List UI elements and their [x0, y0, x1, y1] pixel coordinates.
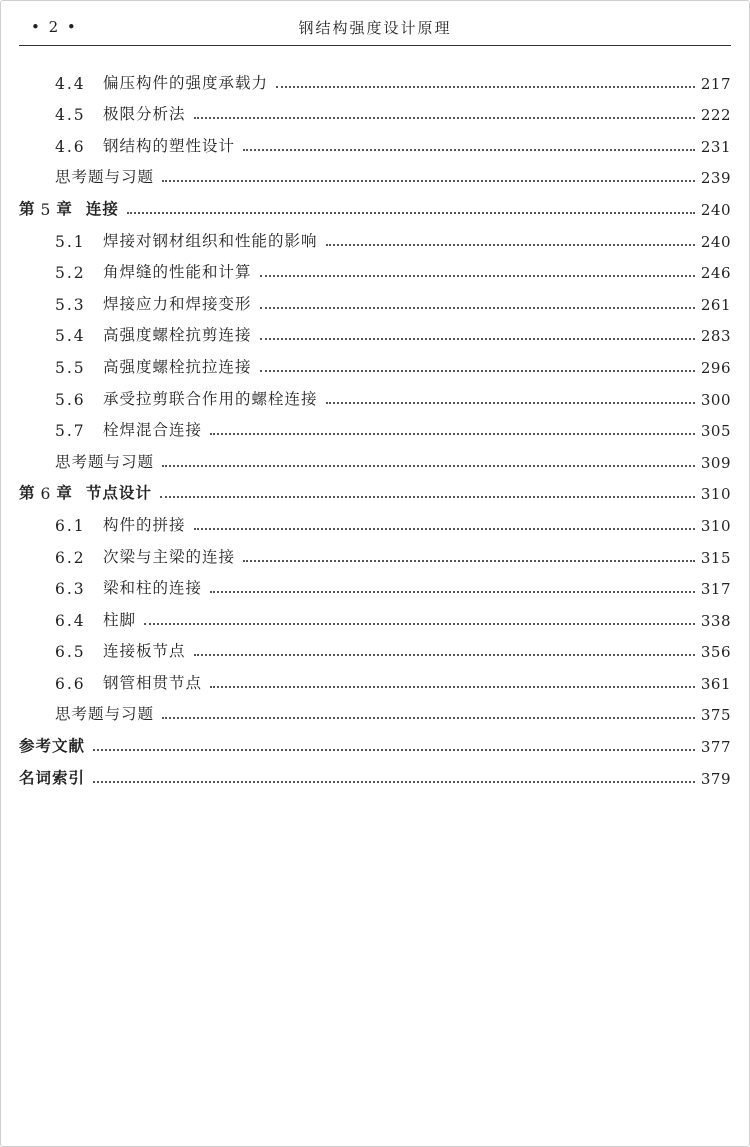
dot-leader — [210, 433, 695, 435]
toc-section-entry[interactable] — [19, 345, 731, 377]
toc-chapter-entry[interactable] — [19, 756, 731, 788]
page-ref: 246 — [700, 264, 731, 283]
section-title: 连接板节点 — [103, 642, 186, 661]
page-ref: 300 — [700, 390, 731, 409]
chapter-prefix: 第 — [19, 483, 35, 503]
dot-leader — [326, 244, 695, 246]
section-number: 6.6 — [55, 674, 86, 693]
section-number: 6.1 — [55, 516, 86, 535]
page-ref: 377 — [700, 738, 731, 757]
dot-leader — [162, 465, 695, 467]
section-number: 5.1 — [55, 232, 86, 251]
toc-section-entry[interactable] — [19, 598, 731, 630]
section-title: 栓焊混合连接 — [103, 421, 203, 440]
chapter-number: 5 — [40, 200, 51, 219]
toc-section-entry[interactable] — [19, 535, 731, 567]
chapter-title: 节点设计 — [85, 483, 152, 503]
page-ref: 305 — [700, 422, 731, 441]
dot-leader — [127, 212, 695, 214]
toc-section-entry[interactable] — [19, 409, 731, 441]
toc-section-entry[interactable] — [19, 93, 731, 125]
page-ref: 361 — [700, 674, 731, 693]
page-ref: 283 — [700, 327, 731, 346]
chapter-number: 6 — [40, 485, 51, 504]
page-ref: 296 — [700, 358, 731, 377]
dot-leader — [194, 654, 695, 656]
page-ref: 310 — [700, 516, 731, 535]
section-number: 5.6 — [55, 390, 86, 409]
page-header — [19, 11, 731, 46]
dot-leader — [210, 591, 695, 593]
chapter-title: 参考文献 — [19, 736, 86, 756]
page-ref: 375 — [700, 706, 731, 725]
page-ref: 217 — [700, 74, 731, 93]
section-title: 承受拉剪联合作用的螺栓连接 — [103, 389, 318, 408]
dot-leader — [210, 686, 695, 688]
chapter-suffix: 章 — [56, 483, 72, 503]
toc-section-entry[interactable] — [19, 661, 731, 693]
section-number: 5.5 — [55, 358, 86, 377]
page-number: • 2 • — [31, 18, 78, 36]
dot-leader — [162, 717, 695, 719]
toc-section-entry[interactable] — [19, 219, 731, 251]
section-title: 思考题与习题 — [55, 168, 155, 187]
page-ref: 239 — [700, 169, 731, 188]
toc-section-entry[interactable] — [19, 630, 731, 662]
chapter-title: 连接 — [85, 198, 119, 218]
dot-leader — [144, 623, 695, 625]
page-ref: 240 — [700, 232, 731, 251]
section-number: 4.6 — [55, 137, 86, 156]
table-of-contents — [19, 61, 731, 788]
toc-section-entry[interactable] — [19, 567, 731, 599]
chapter-prefix: 第 — [19, 198, 35, 218]
toc-section-entry[interactable] — [19, 503, 731, 535]
page-ref: 240 — [700, 200, 731, 219]
section-title: 钢结构的塑性设计 — [103, 136, 236, 155]
toc-section-entry[interactable] — [19, 156, 731, 188]
section-title: 高强度螺栓抗拉连接 — [103, 357, 252, 376]
toc-chapter-entry[interactable] — [19, 187, 731, 219]
running-title: 钢结构强度设计原理 — [298, 19, 452, 37]
page-ref: 309 — [700, 453, 731, 472]
page-ref: 261 — [700, 295, 731, 314]
section-number: 6.5 — [55, 643, 86, 662]
section-number: 6.2 — [55, 548, 86, 567]
dot-leader — [93, 749, 695, 751]
section-number: 5.2 — [55, 264, 86, 283]
toc-chapter-entry[interactable] — [19, 472, 731, 504]
toc-section-entry[interactable] — [19, 61, 731, 93]
dot-leader — [276, 86, 695, 88]
section-number: 4.4 — [55, 74, 86, 93]
section-title: 思考题与习题 — [55, 452, 155, 471]
toc-section-entry[interactable] — [19, 282, 731, 314]
section-title: 思考题与习题 — [55, 705, 155, 724]
dot-leader — [243, 149, 695, 151]
section-title: 极限分析法 — [103, 105, 186, 124]
section-number: 6.4 — [55, 611, 86, 630]
section-title: 构件的拼接 — [103, 515, 186, 534]
page-ref: 315 — [700, 548, 731, 567]
dot-leader — [260, 275, 695, 277]
dot-leader — [194, 117, 695, 119]
section-title: 角焊缝的性能和计算 — [103, 263, 252, 282]
dot-leader — [162, 180, 695, 182]
dot-leader — [260, 370, 695, 372]
dot-leader — [326, 402, 695, 404]
section-title: 柱脚 — [103, 610, 137, 629]
toc-chapter-entry[interactable] — [19, 724, 731, 756]
toc-section-entry[interactable] — [19, 377, 731, 409]
section-number: 6.3 — [55, 580, 86, 599]
page-ref: 317 — [700, 580, 731, 599]
toc-section-entry[interactable] — [19, 124, 731, 156]
page-ref: 222 — [700, 106, 731, 125]
section-title: 高强度螺栓抗剪连接 — [103, 326, 252, 345]
section-title: 偏压构件的强度承载力 — [103, 73, 269, 92]
dot-leader — [93, 781, 695, 783]
dot-leader — [194, 528, 695, 530]
section-title: 梁和柱的连接 — [103, 579, 203, 598]
toc-section-entry[interactable] — [19, 314, 731, 346]
section-title: 钢管相贯节点 — [103, 673, 203, 692]
toc-section-entry[interactable] — [19, 251, 731, 283]
chapter-title: 名词索引 — [19, 767, 86, 787]
page-ref: 338 — [700, 611, 731, 630]
section-number: 4.5 — [55, 106, 86, 125]
section-number: 5.3 — [55, 295, 86, 314]
toc-section-entry[interactable] — [19, 440, 731, 472]
section-title: 次梁与主梁的连接 — [103, 547, 236, 566]
chapter-suffix: 章 — [56, 198, 72, 218]
dot-leader — [260, 338, 695, 340]
section-number: 5.4 — [55, 327, 86, 346]
dot-leader — [243, 560, 695, 562]
toc-section-entry[interactable] — [19, 693, 731, 725]
dot-leader — [160, 496, 695, 498]
section-title: 焊接对钢材组织和性能的影响 — [103, 231, 318, 250]
section-number: 5.7 — [55, 422, 86, 441]
page-ref: 231 — [700, 137, 731, 156]
page-ref: 356 — [700, 643, 731, 662]
page-ref: 379 — [700, 769, 731, 788]
dot-leader — [260, 307, 695, 309]
page-ref: 310 — [700, 485, 731, 504]
section-title: 焊接应力和焊接变形 — [103, 294, 252, 313]
